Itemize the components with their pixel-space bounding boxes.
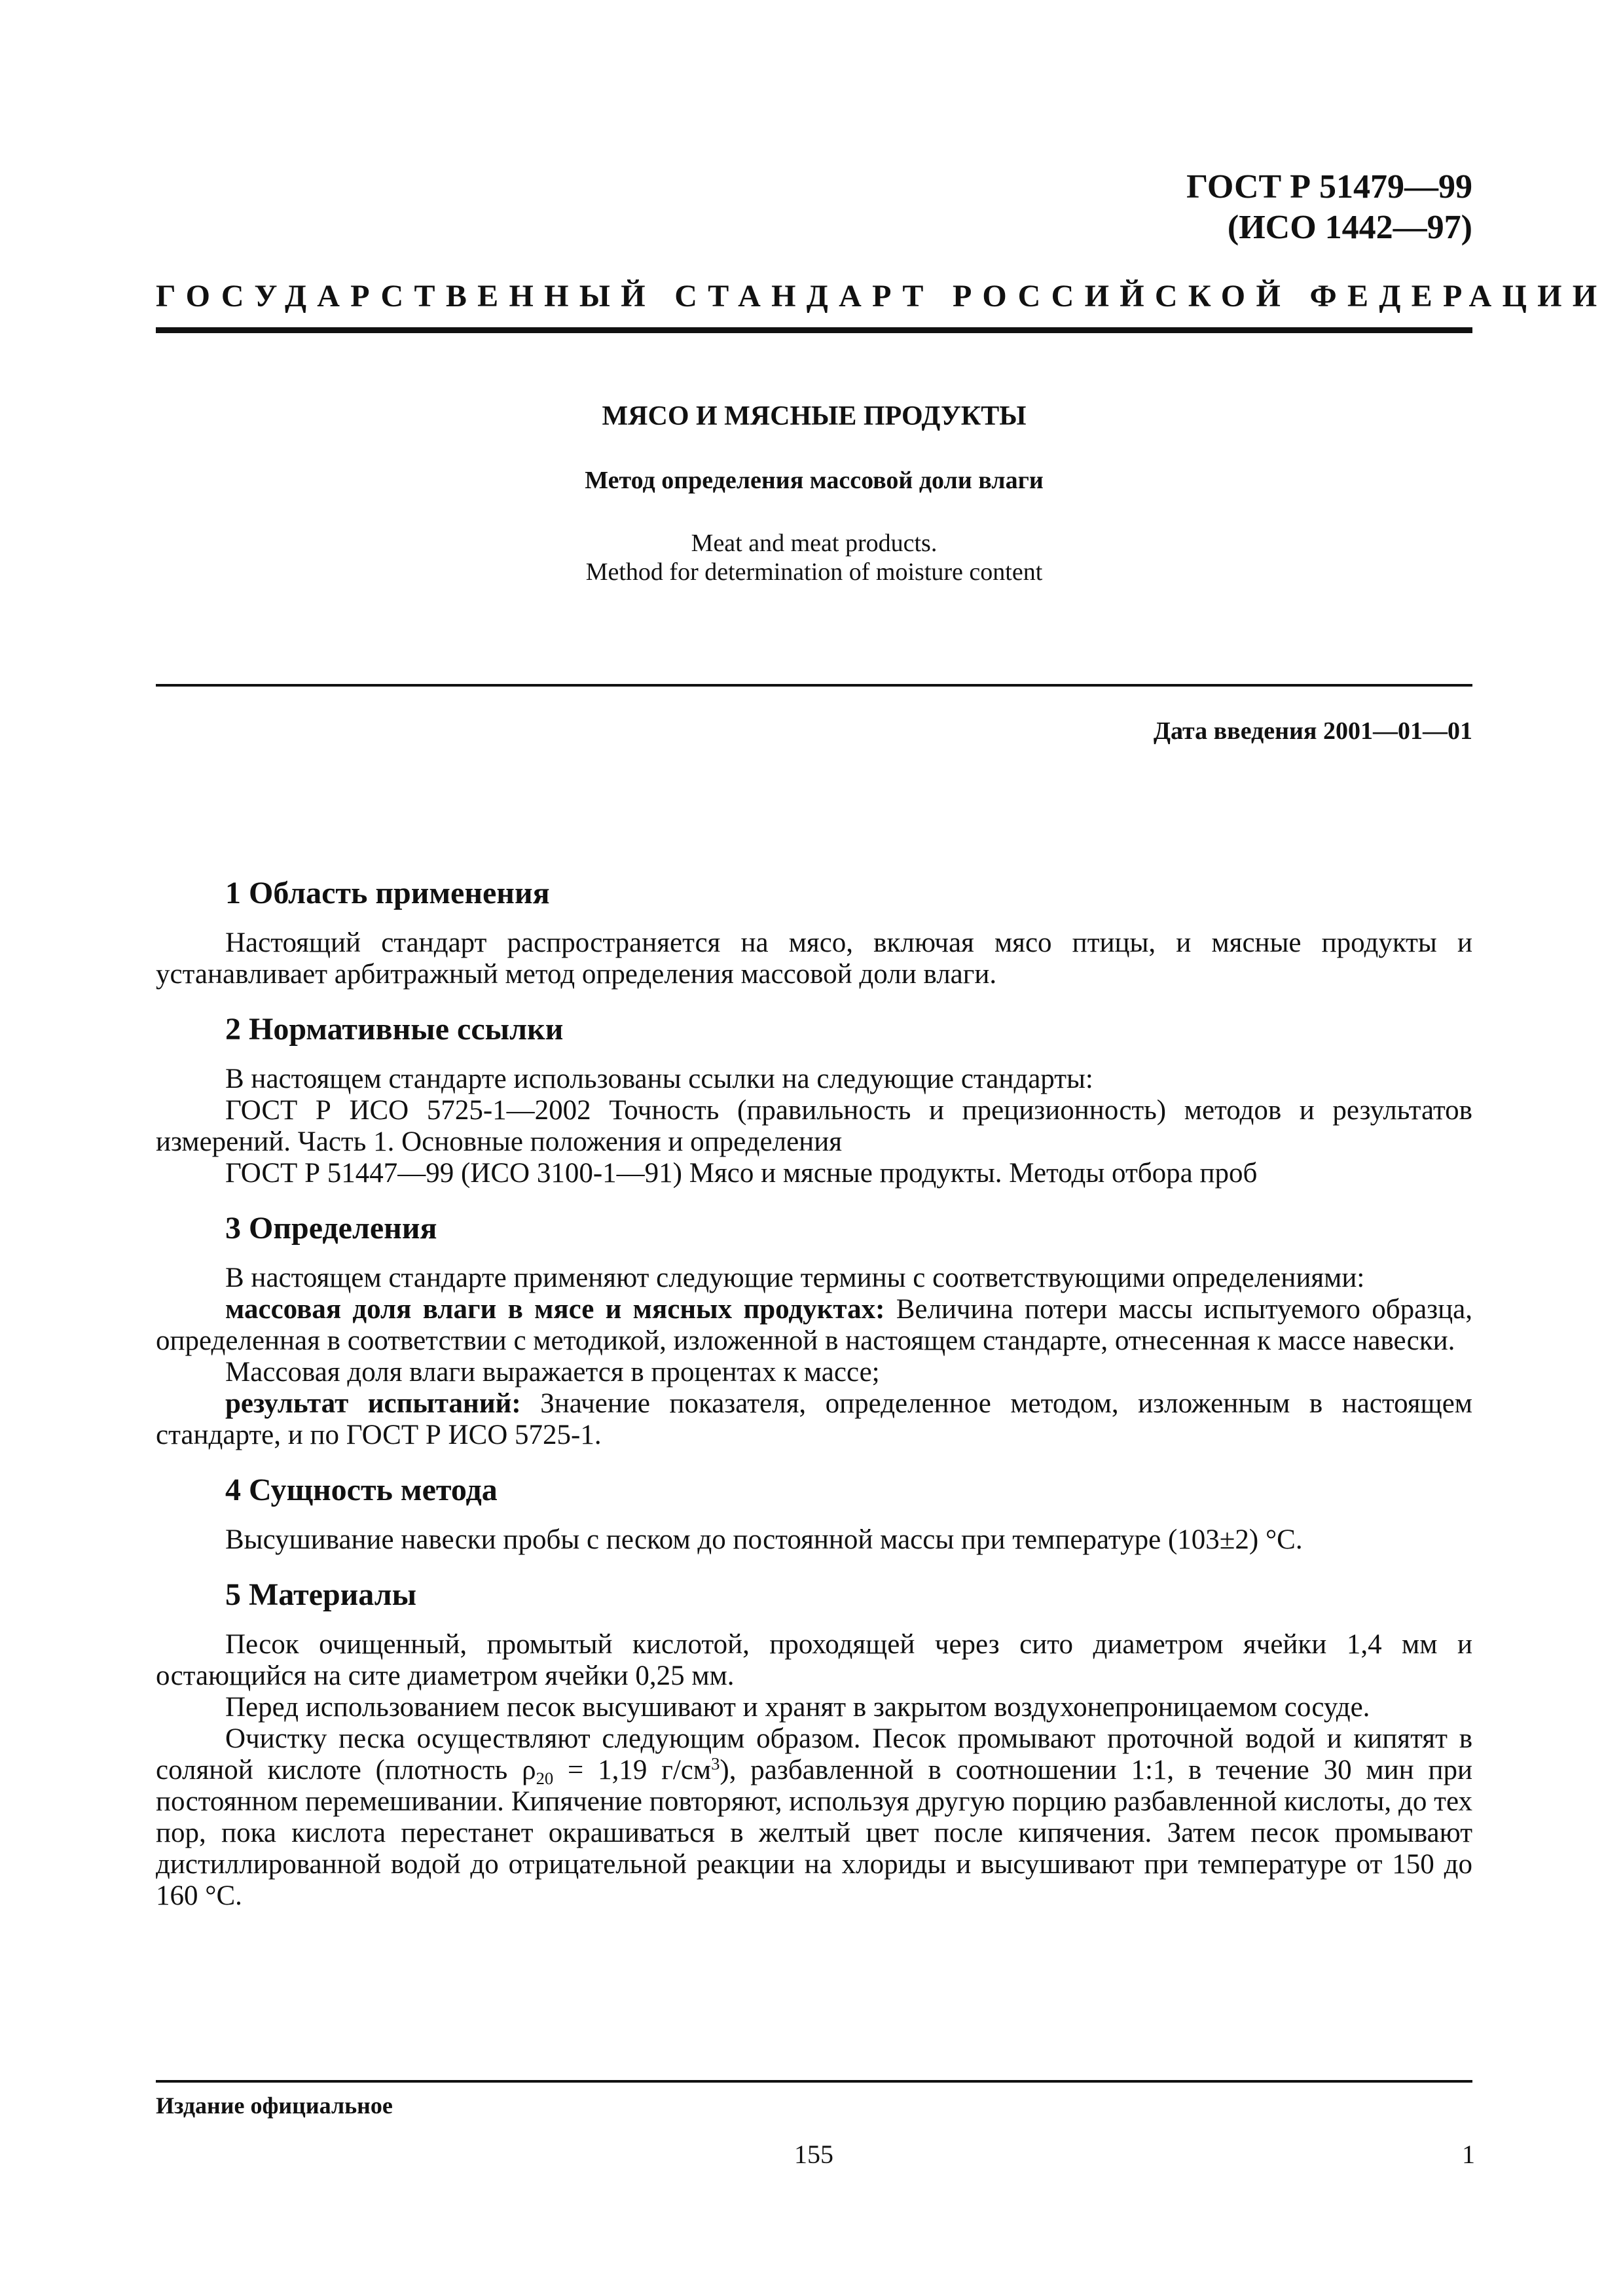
section-4-paragraph: Высушивание навески пробы с песком до постоянной массы при температуре (103±2) °С. bbox=[225, 1524, 1303, 1555]
title-en bbox=[156, 529, 1472, 586]
sand-cleaning-text-b: = 1,19 г/см bbox=[553, 1755, 712, 1785]
term-test-result: результат испытаний: bbox=[225, 1388, 521, 1419]
section-3-paragraph-2: Массовая доля влаги выражается в процентах к массе; bbox=[225, 1357, 880, 1388]
title-rule bbox=[156, 684, 1472, 687]
iso-number: (ИСО 1442—97) bbox=[1227, 209, 1472, 246]
section-5-paragraph-3 bbox=[156, 1723, 1472, 1912]
document-body bbox=[156, 874, 1472, 1912]
section-5-heading: 5 Материалы bbox=[225, 1577, 417, 1612]
section-1-paragraph: Настоящий стандарт распространяется на мясо, включая мясо птицы, и мясные продукты и устанавливает арбитражный метод определения массовой доли влаги. bbox=[156, 927, 1472, 990]
density-subscript: 20 bbox=[536, 1768, 554, 1788]
section-2-heading: 2 Нормативные ссылки bbox=[225, 1012, 564, 1047]
page-number-right: 1 bbox=[1462, 2140, 1475, 2169]
section-2-reference-2: ГОСТ Р 51447—99 (ИСО 3100-1—91) Мясо и мясные продукты. Методы отбора проб bbox=[225, 1158, 1258, 1189]
footer-rule bbox=[156, 2080, 1472, 2083]
title-en-line2: Method for determination of moisture content bbox=[585, 558, 1043, 586]
standard-number: ГОСТ Р 51479—99 bbox=[1186, 168, 1472, 206]
standard-reference bbox=[1186, 167, 1472, 248]
title-en-line1: Meat and meat products. bbox=[691, 529, 938, 557]
definition-test-result: Значение показателя, определенное методом, изложенным в настоящем стандарте, и по ГОСТ Р ИСО 5725-1. bbox=[156, 1388, 1472, 1450]
section-3-paragraph-1: В настоящем стандарте применяют следующие термины с соответствующими определениями: bbox=[225, 1263, 1365, 1293]
section-5-paragraph-2: Перед использованием песок высушивают и хранят в закрытом воздухонепроницаемом сосуде. bbox=[225, 1692, 1370, 1723]
title-ru-main: МЯСО И МЯСНЫЕ ПРОДУКТЫ bbox=[602, 401, 1027, 431]
header-rule bbox=[156, 327, 1472, 333]
section-2-paragraph-1: В настоящем стандарте использованы ссылки на следующие стандарты: bbox=[225, 1064, 1093, 1094]
introduction-date: Дата введения 2001—01—01 bbox=[1153, 717, 1472, 745]
official-edition-label: Издание официальное bbox=[156, 2092, 393, 2119]
section-1-heading: 1 Область применения bbox=[225, 876, 550, 910]
sand-cleaning-text-c: ), разбавленной в соотношении 1:1, в течение 30 мин при постоянном перемешивании. Кипячение повторяют, используя другую порцию разбавленной кислоты, до тех пор, пока кислота перестанет окрашиваться в желтый цвет после кипячения. Затем песок промывают дистиллированной водой до отрицательной реакции на хлориды и высушивают при температуре от 150 до 160 °С. bbox=[156, 1755, 1472, 1911]
section-3-definition-1 bbox=[156, 1294, 1472, 1357]
unit-superscript: 3 bbox=[711, 1753, 720, 1774]
title-ru-sub: Метод определения массовой доли влаги bbox=[585, 467, 1044, 494]
section-2-reference-1: ГОСТ Р ИСО 5725-1—2002 Точность (правильность и прецизионность) методов и результатов измерений. Часть 1. Основные положения и определения bbox=[156, 1095, 1472, 1157]
section-3-definition-2 bbox=[156, 1388, 1472, 1451]
page-number-center: 155 bbox=[794, 2140, 833, 2169]
sand-cleaning-text-a: Очистку песка осуществляют следующим образом. Песок промывают проточной водой и кипятят в соляной кислоте (плотность ρ bbox=[156, 1723, 1472, 1785]
section-4-heading: 4 Сущность метода bbox=[225, 1473, 498, 1507]
section-3-heading: 3 Определения bbox=[225, 1211, 437, 1246]
section-5-paragraph-1: Песок очищенный, промытый кислотой, проходящей через сито диаметром ячейки 1,4 мм и остающийся на сите диаметром ячейки 0,25 мм. bbox=[156, 1629, 1472, 1691]
term-moisture: массовая доля влаги в мясе и мясных продуктах: bbox=[225, 1294, 885, 1325]
state-standard-heading: ГОСУДАРСТВЕННЫЙ СТАНДАРТ РОССИЙСКОЙ ФЕДЕРАЦИИ bbox=[156, 279, 1608, 314]
definition-moisture: Величина потери массы испытуемого образца, определенная в соответствии с методикой, изложенной в настоящем стандарте, отнесенная к массе навески. bbox=[156, 1294, 1473, 1356]
